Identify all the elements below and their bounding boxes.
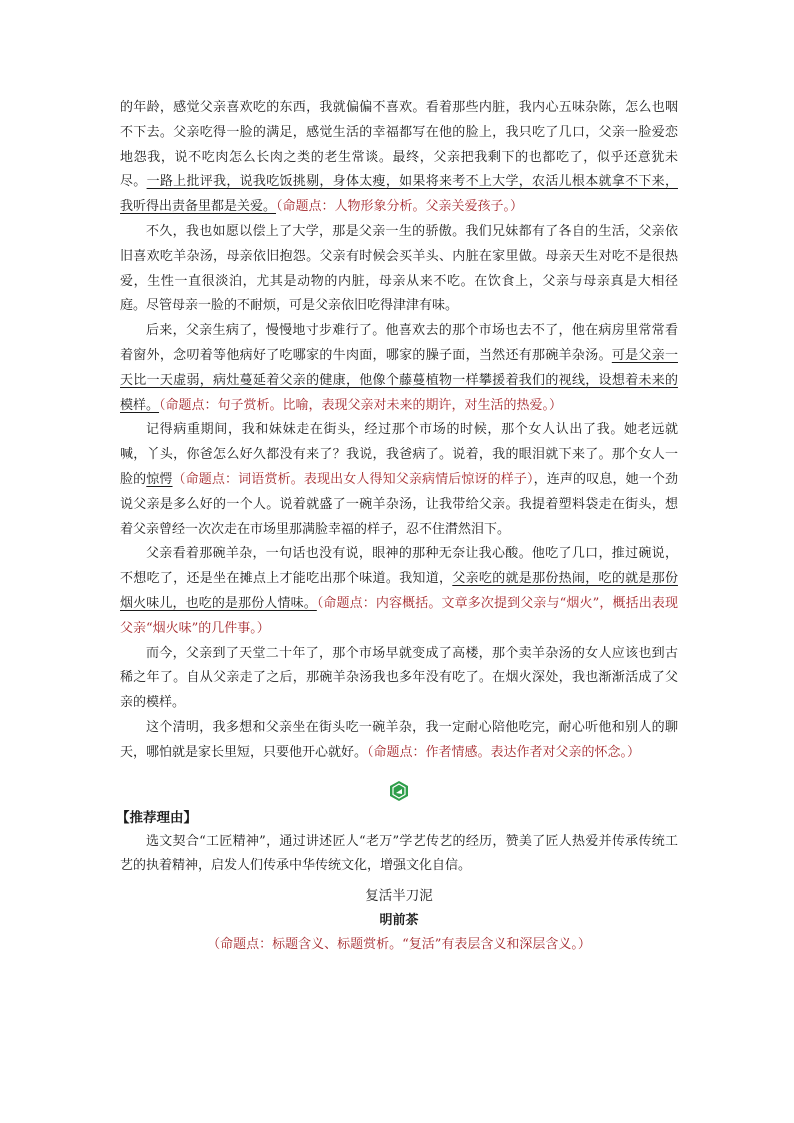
paragraph-4-underlined-word: 惊愕 [146, 471, 173, 487]
paragraph-5 [120, 542, 678, 641]
paragraph-4-annotation: （命题点：词语赏析。表现出女人得知父亲病情后惊讶的样子） [172, 471, 534, 487]
paragraph-5-text: 父亲看着那碗羊杂，一句话也没有说，眼神的那种无奈让我心酸。他吃了几口，推过碗说，不想吃了，还是坐在摊点上才能吃出那个味道。我知道， [120, 546, 678, 587]
recommend-heading: 【推荐理由】 [116, 809, 197, 826]
paragraph-7 [120, 716, 678, 766]
paragraph-5-annotation: （命题点：内容概括。文章多次提到父亲与“烟火”，概括出表现父亲“烟火味”的几件事。） [120, 595, 678, 636]
section-divider [120, 780, 678, 802]
paragraph-6: 而今，父亲到了天堂二十年了，那个市场早就变成了高楼，那个卖羊杂汤的女人应该也到古稀之年了。自从父亲走了之后，那碗羊杂汤我也多年没有吃了。在烟火深处，我也渐渐活成了父亲的模样。 [120, 645, 678, 711]
paragraph-4-text: 记得病重期间，我和妹妹走在街头，经过那个市场的时候，那个女人认出了我。她老远就喊，丫头，你爸怎么好久都没有来了？我说，我爸病了。说着，我的眼泪就下来了。那个女人一脸的 [120, 422, 678, 487]
paragraph-2: 不久，我也如愿以偿上了大学，那是父亲一生的骄傲。我们兄妹都有了各自的生活，父亲依旧喜欢吃羊杂汤，母亲依旧抱怨。父亲有时候会买羊头、内脏在家里做。母亲天生对吃不是很热爱，生性一直很淡泊，尤其是动物的内脏，母亲从来不吃。在饮食上，父亲与母亲真是大相径庭。尽管母亲一脸的不耐烦，可是父亲依旧吃得津津有味。 [120, 223, 678, 314]
paragraph-4-text-cont: ，连声的叹息，她一个劲说父亲是多么好的一个人。说着就盛了一碗羊杂汤，让我带给父亲。我提着塑料袋走在街头，想着父亲曾经一次次走在市场里那满脸幸福的样子，忍不住潸然泪下。 [120, 471, 678, 537]
article-author: 明前茶 [379, 913, 419, 929]
paragraph-1-text: 的年龄，感觉父亲喜欢吃的东西，我就偏偏不喜欢。看着那些内脏，我内心五味杂陈，怎么也咽不下去。父亲吃得一脸的满足，感觉生活的幸福都写在他的脸上，我只吃了几口，父亲一脸爱恋地怨我，说不吃肉怎么长肉之类的老生常谈。最终，父亲把我剩下的也都吃了，似乎还意犹未尽。 [120, 100, 678, 190]
paragraph-7-annotation: （命题点：作者情感。表达作者对父亲的怀念。） [367, 744, 641, 760]
paragraph-3-annotation: （命题点：句子赏析。比喻，表现父亲对未来的期许，对生活的热爱。） [159, 397, 563, 413]
title-annotation: （命题点：标题含义、标题赏析。“复活”有表层含义和深层含义。） [207, 937, 591, 953]
paragraph-1-annotation: （命题点：人物形象分析。父亲关爱孩子。） [276, 199, 524, 215]
paragraph-1-underlined: 一路上批评我，说我吃饭挑剔，身体太瘦，如果将来考不上大学，农活儿根本就拿不下来，我听得出责备里都是关爱。 [120, 174, 678, 215]
paragraph-3-text: 后来，父亲生病了，慢慢地寸步难行了。他喜欢去的那个市场也去不了，他在病房里常常看着窗外，念叨着等他病好了吃哪家的牛肉面，哪家的臊子面，当然还有那碗羊杂汤。 [120, 323, 678, 363]
green-hexagon-icon [388, 780, 410, 802]
paragraph-3-underlined: 可是父亲一天比一天虚弱，病灶蔓延着父亲的健康，他像个藤蔓植物一样攀援着我们的视线，设想着未来的模样。 [120, 347, 678, 413]
paragraph-4 [120, 418, 678, 542]
recommend-text: 选文契合“工匠精神”，通过讲述匠人“老万”学艺传艺的经历，赞美了匠人热爱并传承传统工艺的执着精神，启发人们传承中华传统文化，增强文化自信。 [120, 833, 678, 874]
document-page [116, 96, 678, 957]
paragraph-5-underlined: 父亲吃的就是那份热闹，吃的就是那份烟火味儿，也吃的是那份人情味。 [120, 571, 678, 611]
paragraph-3 [120, 319, 678, 418]
paragraph-1 [120, 96, 678, 220]
paragraph-7-text: 这个清明，我多想和父亲坐在街头吃一碗羊杂，我一定耐心陪他吃完，耐心听他和别人的聊天，哪怕就是家长里短，只要他开心就好。 [120, 719, 678, 760]
article-title: 复活半刀泥 [365, 888, 433, 905]
